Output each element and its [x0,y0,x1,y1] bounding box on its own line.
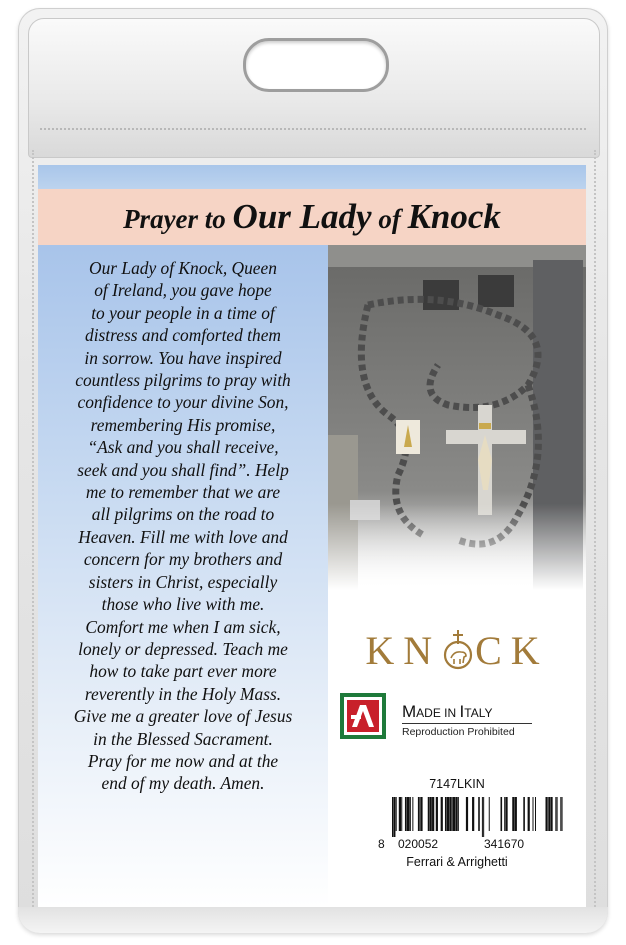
prayer-line: Give me a greater love of Jesus [73,706,293,727]
prayer-line: seek and you shall find”. Help [77,459,289,480]
barcode-bar [420,797,421,831]
package-bottom [18,907,608,933]
prayer-line: Heaven. Fill me with love and [78,526,288,547]
product-code: 7147LKIN [429,777,485,791]
barcode-bar [535,797,536,831]
made-rest: ADE IN [416,706,460,720]
barcode-bar [562,797,563,831]
barcode-bar [409,797,411,831]
reproduction-prohibited: Reproduction Prohibited [402,726,515,738]
package-seam-right [594,150,596,910]
barcode-bar [455,797,457,831]
barcode-bar [441,797,443,831]
barcode-bar [523,797,525,831]
prayer-line: concern for my brothers and [83,549,283,570]
hang-hole [243,38,389,92]
barcode-bar [396,797,397,831]
prayer-card [38,165,586,907]
made-in-italy-label [402,702,492,722]
barcode-bar [504,797,505,831]
barcode-bar [489,797,490,831]
barcode-bar [557,797,558,831]
barcode-bar [528,797,530,831]
barcode-bar [428,797,430,831]
italy-i: I [459,702,465,721]
made-in-underline [402,723,532,724]
title-band [38,189,586,245]
lamb-cross-icon [441,630,475,670]
prayer-line: confidence to your divine Son, [77,392,289,413]
barcode-bar [418,797,420,831]
barcode-bar [401,797,402,831]
prayer-line: Comfort me when I am sick, [85,616,281,637]
barcode-bar [407,797,409,831]
barcode-bar [546,797,548,831]
shrine-photo [328,245,586,590]
barcode-bar [482,797,483,837]
prayer-line: how to take part ever more [89,661,277,682]
barcode-bar [399,797,401,831]
logo-text-left: KN [365,627,442,673]
prayer-line: end of my death. Amen. [101,773,265,794]
barcode-bar [449,797,451,831]
barcode-group-1: 020052 [398,837,439,851]
prayer-line: Pray for me now and at the [87,750,279,771]
barcode-bar [452,797,453,831]
logo-text-right: CK [475,627,549,673]
barcode-bar [555,797,556,831]
package-seam-left [32,150,34,910]
prayer-line: Our Lady of Knock, Queen [89,258,277,278]
barcode-bar [533,797,534,831]
rosary-wall-image [328,245,586,590]
prayer-line: remembering His promise, [90,414,276,435]
title-suffix: Knock [407,197,501,236]
prayer-line: in the Blessed Sacrament. [93,728,273,749]
barcode-bar [432,797,434,831]
barcode-bar [505,797,507,831]
barcode-bar [549,797,551,831]
prayer-line: in sorrow. You have inspired [84,347,282,368]
barcode [390,797,564,837]
barcode-bar [550,797,552,831]
prayer-line: of Ireland, you gave hope [94,280,272,301]
barcode-group-2: 341670 [484,837,525,851]
prayer-line: sisters in Christ, especially [88,571,278,592]
prayer-line: all pilgrims on the road to [91,504,275,525]
barcode-bar [515,797,517,831]
barcode-bar [447,797,449,831]
barcode-bar [412,797,413,831]
barcode-bar [501,797,503,831]
barcode-bar [512,797,514,831]
barcode-bar [483,797,484,837]
card-title [123,197,501,237]
barcode-bar [453,797,455,831]
barcode-bar [421,797,423,831]
barcode-bar [478,797,480,831]
barcode-bar [430,797,432,831]
barcode-bar [560,797,561,831]
package-seam [40,128,586,130]
barcode-bar [445,797,447,831]
barcode-bar [466,797,468,831]
barcode-bar [472,797,474,831]
barcode-first-digit: 8 [378,837,385,851]
top-blue-band [38,165,586,189]
barcode-bar [405,797,407,831]
prayer-line: countless pilgrims to pray with [75,370,291,391]
prayer-line: me to remember that we are [85,482,281,503]
barcode-bar [436,797,438,831]
title-main: Our Lady [232,197,372,236]
manufacturer-logo-icon [340,693,386,739]
prayer-line: to your people in a time of [91,302,275,323]
prayer-line: those who live with me. [101,594,265,615]
company-name: Ferrari & Arrighetti [406,855,508,869]
barcode-bar [457,797,459,831]
barcode-bar [392,797,394,837]
prayer-line: distress and comforted them [85,325,281,346]
prayer-line: reverently in the Holy Mass. [84,683,282,704]
prayer-text [38,257,328,795]
barcode-bar [394,797,396,837]
title-middle: of [371,204,408,234]
title-prefix: Prayer to [123,204,233,234]
made-m: M [402,702,417,721]
barcode-bar [547,797,548,831]
knock-logo [328,620,586,680]
prayer-line: “Ask and you shall receive, [87,437,279,458]
italy-rest: TALY [464,706,493,720]
prayer-line: lonely or depressed. Teach me [78,638,288,659]
